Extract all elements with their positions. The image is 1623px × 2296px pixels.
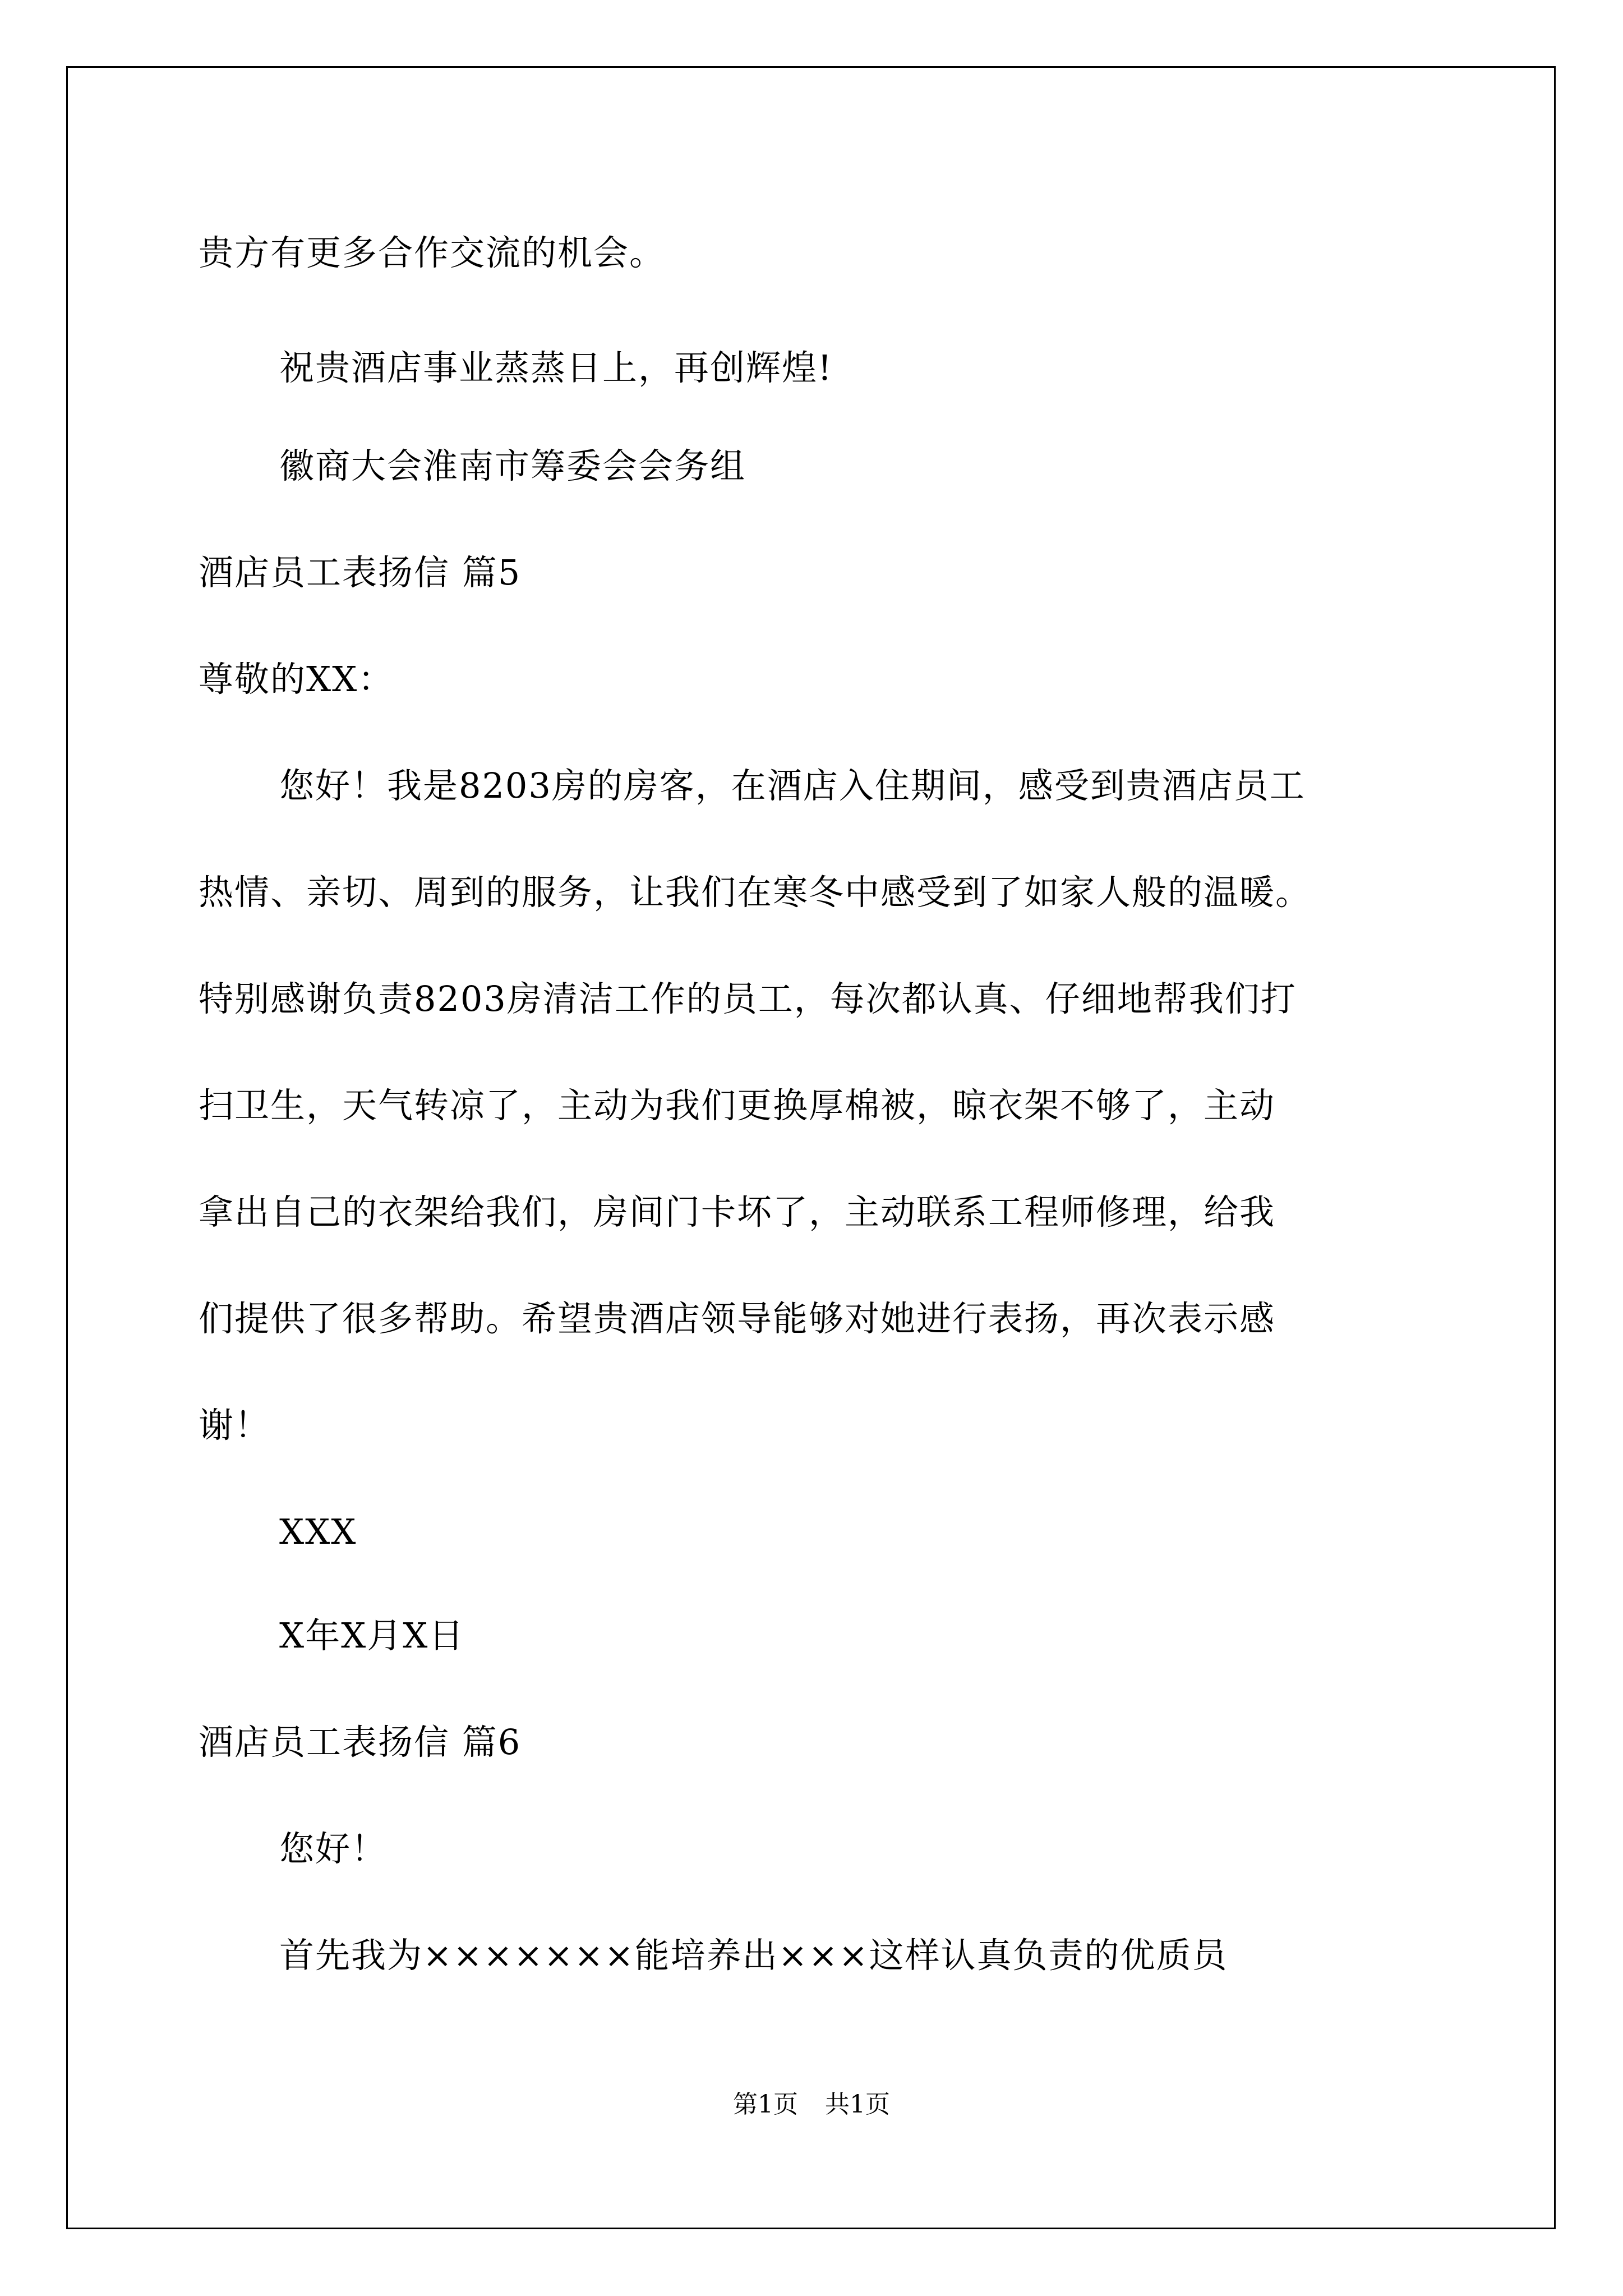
- page-border: [66, 66, 1556, 2229]
- text-line-wishes: 祝贵酒店事业蒸蒸日上，再创辉煌!: [279, 347, 833, 388]
- body-line: 热情、亲切、周到的服务，让我们在寒冬中感受到了如家人般的温暖。: [199, 872, 1312, 913]
- text-line-continuation: 贵方有更多合作交流的机会。: [199, 232, 666, 273]
- salutation: 尊敬的XX：: [199, 659, 394, 700]
- page-number: 第1页: [733, 2090, 798, 2119]
- section-heading-6: 酒店员工表扬信 篇6: [199, 1722, 522, 1763]
- body-line: 您好！我是8203房的房客，在酒店入住期间，感受到贵酒店员工: [279, 765, 1306, 806]
- signature-date: X年X月X日: [279, 1615, 465, 1656]
- greeting: 您好！: [279, 1828, 388, 1869]
- body-line: 们提供了很多帮助。希望贵酒店领导能够对她进行表扬，再次表示感: [199, 1298, 1276, 1339]
- page-footer: [0, 2092, 1623, 2117]
- signature-name: XXX: [279, 1511, 357, 1552]
- body-line: 拿出自己的衣架给我们，房间门卡坏了，主动联系工程师修理，给我: [199, 1191, 1276, 1232]
- body-line: 特别感谢负责8203房清洁工作的员工，每次都认真、仔细地帮我们打: [199, 978, 1297, 1019]
- page-total: 共1页: [825, 2090, 890, 2119]
- body-line: 扫卫生，天气转凉了，主动为我们更换厚棉被，晾衣架不够了，主动: [199, 1085, 1276, 1126]
- body-line: 首先我为×××××××能培养出×××这样认真负责的优质员: [279, 1935, 1228, 1976]
- text-line-signature: 徽商大会淮南市筹委会会务组: [279, 445, 746, 486]
- body-line: 谢！: [199, 1405, 271, 1446]
- section-heading-5: 酒店员工表扬信 篇5: [199, 552, 522, 593]
